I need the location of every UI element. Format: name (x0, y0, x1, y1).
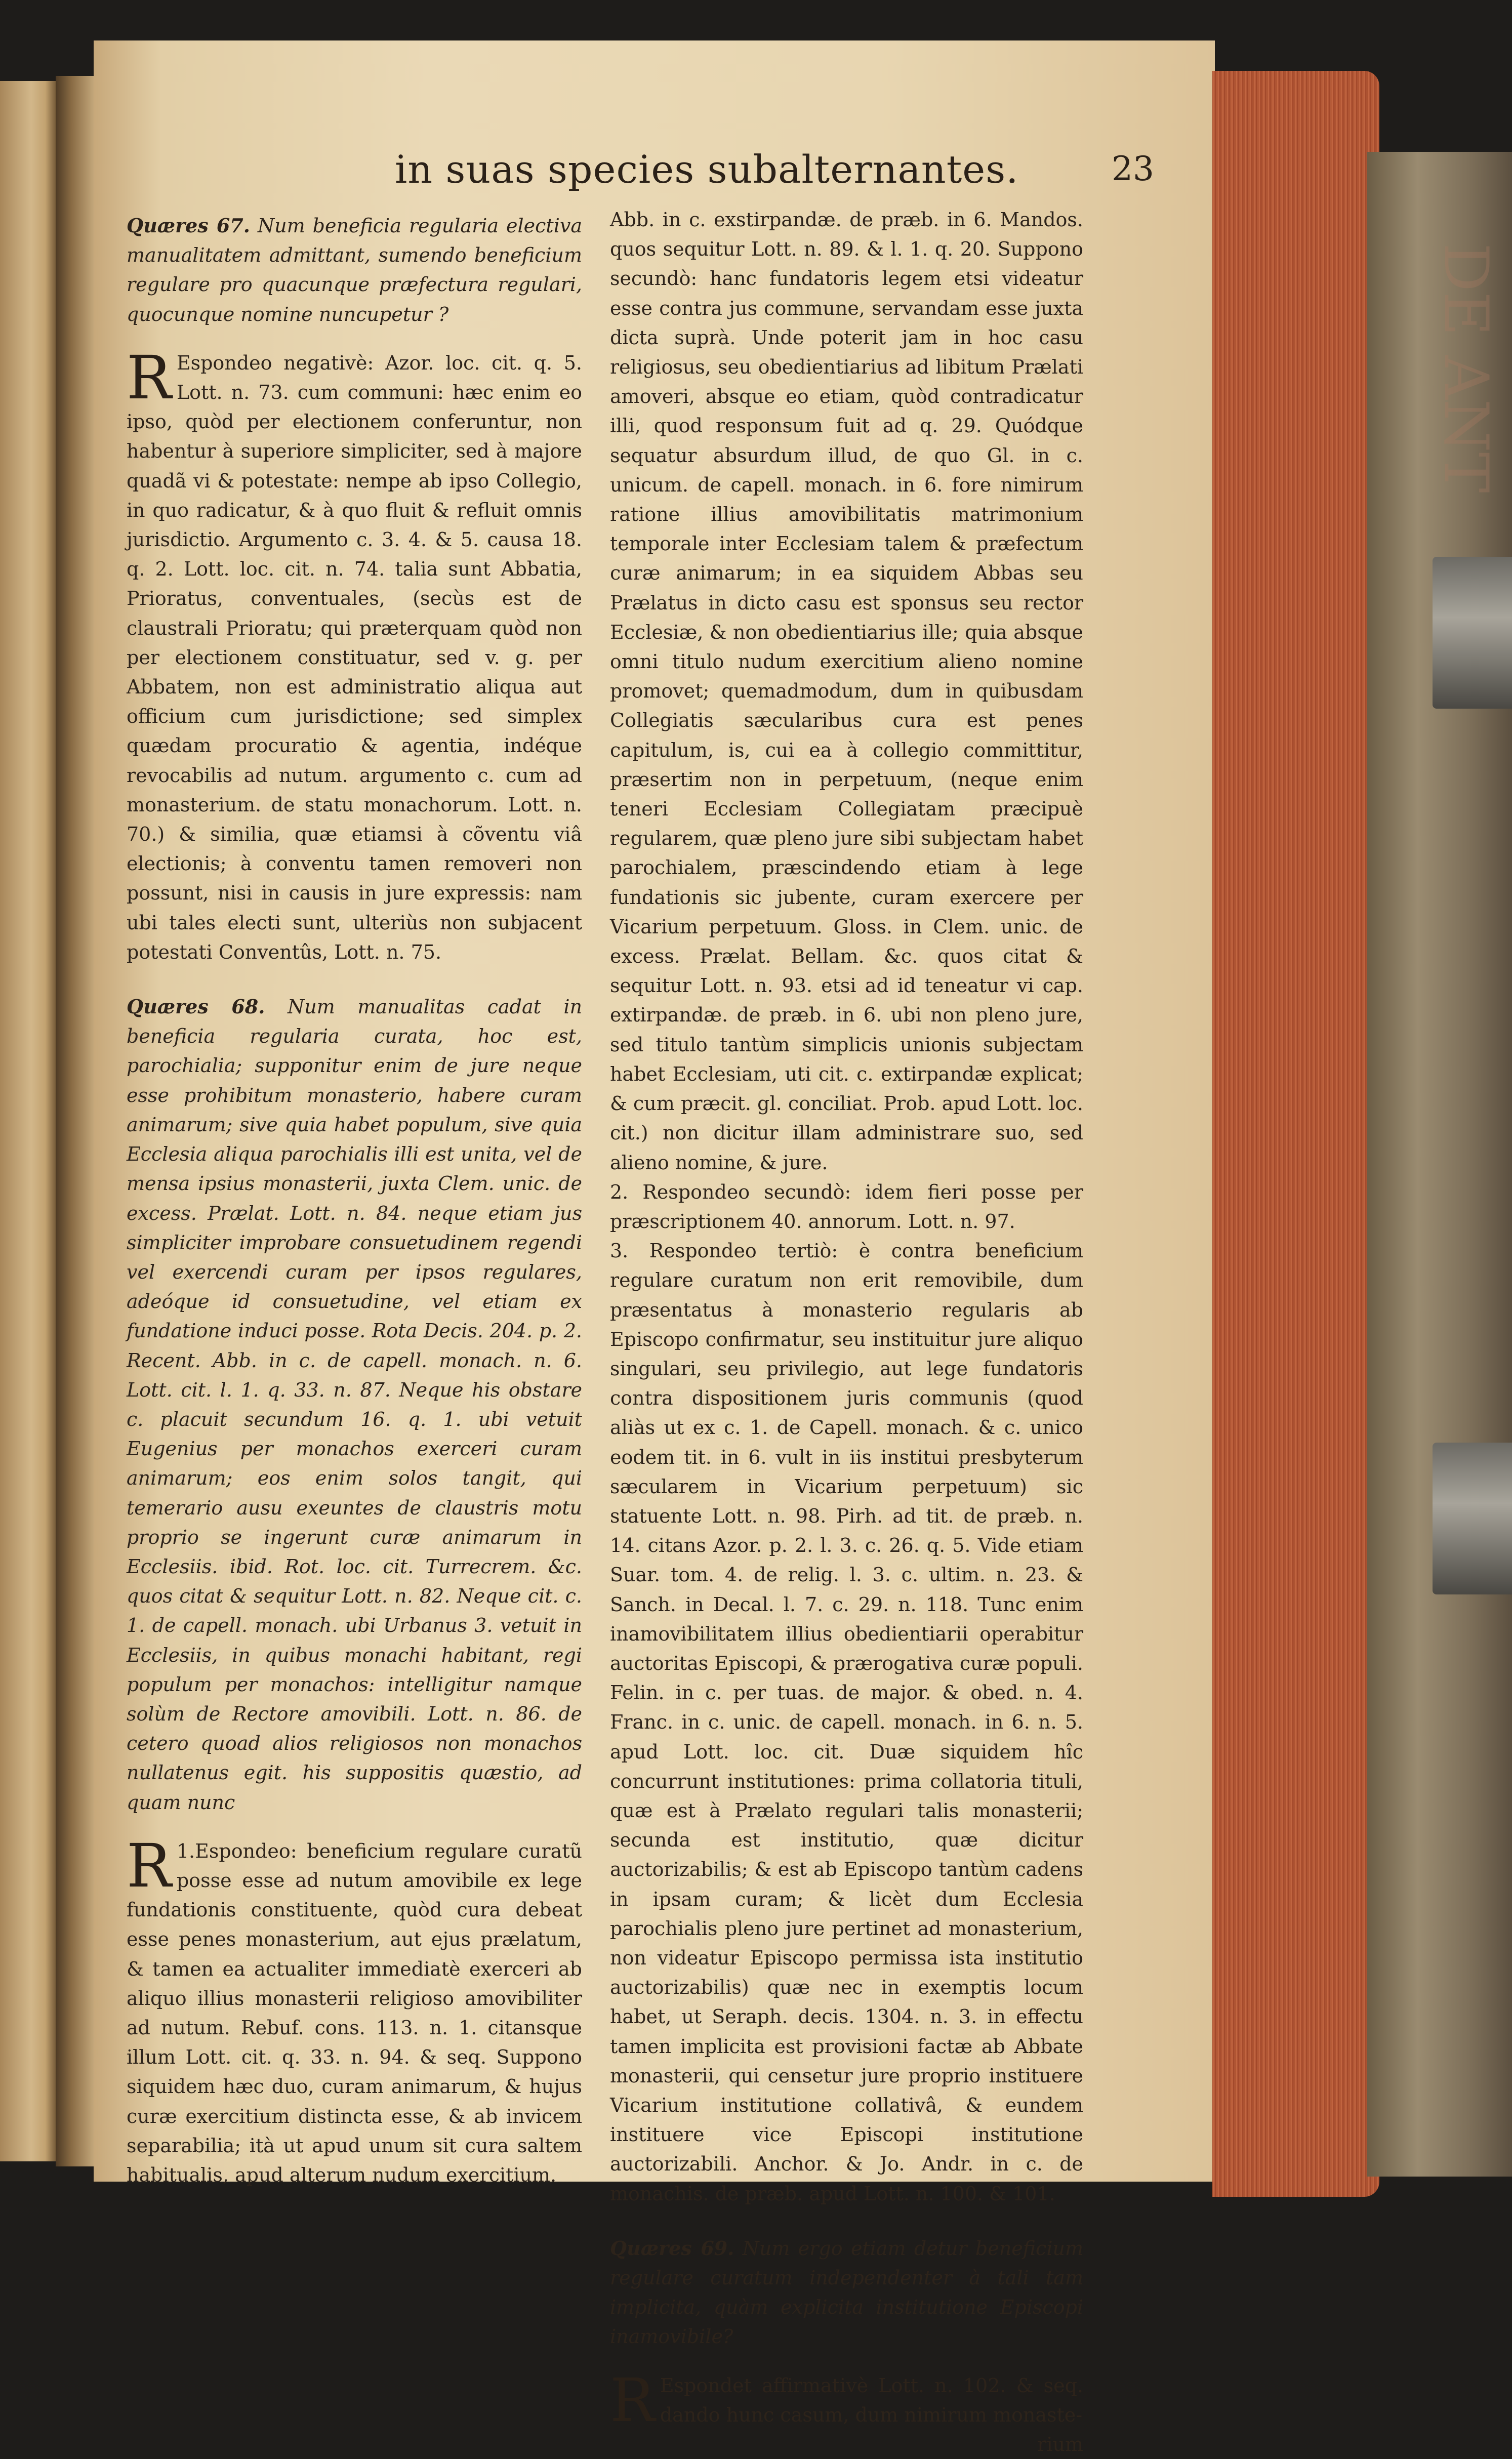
running-title: in suas species subalternantes. (395, 147, 1019, 192)
paragraph-response-2: 2. Respondeo secundò: idem fieri posse per præscriptionem 40. annorum. Lott. n. 97. (610, 1180, 1083, 1233)
catchword: rium (1037, 2433, 1083, 2456)
response-text: Espondeo negativè: Azor. loc. cit. q. 5. Lott. n. 73. cum communi: hæc enim eo ipso, quòd per electionem conferuntur, non habentur à superiore simpliciter, sed à majore quadã vi & potestate: nempe ab ipso Collegio, in quo radicatur, & à quo fluit & refluit omnis jurisdictio. Argumento c. 3. 4. & 5. causa 18. q. 2. Lott. loc. cit. n. 74. talia sunt Abbatia, Prioratus, conventuales, (secùs est de claustrali Prioratu; qui præterquam quòd non per electionem constituatur, sed v. g. per Abbatem, non est administratio aliqua aut officium cum jurisdictione; sed simplex quædam procuratio & agentia, indéque revocabilis ad nutum. argumento c. cum ad monasterium. de statu monachorum. Lott. n. 70.) & similia, quæ etiamsi à cõventu viâ electionis; à conventu tamen removeri non possunt, nisi in causis in jure expressis: nam ubi tales electi sunt, ulteriùs non subjacent potestati Conventûs, Lott. n. 75. (127, 351, 582, 963)
response-67 (127, 342, 582, 967)
question-67 (127, 211, 582, 329)
question-68 (127, 992, 582, 1817)
right-column (610, 205, 1083, 2459)
drop-cap: R (127, 342, 172, 413)
response-69 (610, 2365, 1083, 2435)
drop-cap: R (127, 1830, 172, 1901)
page-number: 23 (1112, 149, 1154, 188)
question-label: Quæres 67. (127, 214, 250, 237)
spine-lettering: DE ANT (1431, 243, 1501, 493)
response-number: 1. (176, 1839, 195, 1862)
page-header (344, 147, 1154, 202)
question-text: Num ergo etiam detur beneficium regulare curatum independenter à tali tam implicita, quàm explicita institutione Episcopi inamovibile? (610, 2237, 1083, 2348)
question-text: Num beneficia regularia electiva manualitatem admittant, sumendo beneficium regulare pro quacunque præfectura regulari, quocunque nomine nuncupetur ? (127, 215, 582, 325)
question-69 (610, 2234, 1083, 2352)
response-68 (127, 1830, 582, 2190)
question-label: Quæres 68. (127, 995, 265, 1018)
page-fore-edge (1212, 71, 1379, 2197)
response-text: Espondeo: beneficium regulare curatũ posse esse ad nutum amovibile ex lege fundationis constituente, quòd cura debeat esse penes monasterium, aut ejus prælatum, & tamen ea actualiter immediatè exerceri ab aliquo illius monasterii religioso amovibiliter ad nutum. Rebuf. cons. 113. n. 1. citansque illum Lott. cit. q. 33. n. 94. & seq. Suppono siquidem hæc duo, curam animarum, & hujus curæ exercitium distincta esse, & ab invicem separabilia; ità ut apud unum sit cura saltem habitualis, apud alterum nudum exercitium. (127, 1839, 582, 2186)
paragraph-response-3: 3. Respondeo tertiò: è contra beneficium regulare curatum non erit removibile, dum præsentatus à monasterio regularis ab Episcopo confirmatur, seu instituitur jure aliquo singulari, seu privilegio, aut lege fundatoris contra dispositionem juris communis (quod aliàs ut ex c. 1. de Capell. monach. & c. unico eodem tit. in 6. vult in iis institui presbyterum sæcularem in Vicarium perpetuum) sic statuente Lott. n. 98. Pirh. ad tit. de præb. n. 14. citans Azor. p. 2. l. 3. c. 26. q. 5. Vide etiam Suar. tom. 4. de relig. l. 3. c. ultim. n. 23. & Sanch. in Decal. l. 7. c. 29. n. 118. Tunc enim inamovibilitatem illius obedientiarii operabitur auctoritas Episcopi, & prærogativa curæ populi. Felin. in c. per tuas. de major. & obed. n. 4. Franc. in c. unic. de capell. monach. in 6. n. 5. apud Lott. loc. cit. Duæ siquidem hîc concurrunt institutiones: prima collatoria tituli, quæ est à Prælato regulari talis monasterii; secunda est institutio, quæ dicitur auctorizabilis; & est ab Episcopo tantùm cadens in ipsam curam; & licèt dum Ecclesia parochialis pleno jure pertinet ad monasterium, non videatur Episcopo permissa ista institutio auctorizabilis) quæ nec in exemptis locum habet, ut Seraph. decis. 1304. n. 3. in effectu tamen implicita est provisioni factæ ab Abbate monasterii, qui censetur jure proprio instituere Vicarium institutione collativâ, & eundem instituere vice Episcopi institutione auctorizabili. Anchor. & Jo. Andr. in c. de monachis. de præb. apud Lott. n. 100. & 101. (610, 1240, 1083, 2205)
left-column (127, 205, 582, 2190)
metal-clasp-bottom (1433, 1443, 1512, 1594)
paragraph-continued: Abb. in c. exstirpandæ. de præb. in 6. Mandos. quos sequitur Lott. n. 89. & l. 1. q. 20. Suppono secundò: hanc fundatoris legem etsi videatur esse contra jus commune, servandam esse juxta dicta suprà. Unde poterit jam in hoc casu religiosus, seu obedientiarius ad libitum Prælati amoveri, absque eo etiam, quòd contradicatur illi, quod responsum fuit ad q. 29. Quódque sequatur absurdum illud, de quo Gl. in c. unicum. de capell. monach. in 6. fore nimirum ratione illius amovibilitatis matrimonium temporale inter Ecclesiam talem & præfectum curæ animarum; in ea siquidem Abbas seu Prælatus in dicto casu est sponsus seu rector Ecclesiæ, & non obedientiarius ille; quia absque omni titulo nudum exercitium alieno nomine promovet; quemadmodum, dum in quibusdam Collegiatis sæcularibus cura est penes capitulum, is, cui ea à collegio committitur, præsertim non in perpetuum, (neque enim teneri Ecclesiam Collegiatam præcipuè regularem, quæ pleno jure sibi subjectam habet parochialem, præscindendo etiam à lege fundationis sic jubente, curam exercere per Vicarium perpetuum. Gloss. in Clem. unic. de excess. Prælat. Bellam. &c. quos citat & sequitur Lott. n. 93. etsi ad id teneatur vi cap. extirpandæ. de præb. in 6. ubi non pleno jure, sed titulo tantùm simplicis unionis subjectam habet Ecclesiam, uti cit. c. extirpandæ explicat; & cum præcit. gl. conciliat. Prob. apud Lott. loc. cit.) non dicitur illam administrare suo, sed alieno nomine, & jure. (610, 209, 1083, 1174)
response-text: Espondet affirmativè Lott. n. 102. & seq. dando hunc casum, dum nimirum monaste- (660, 2374, 1083, 2426)
drop-cap: R (610, 2365, 655, 2435)
question-text: Num manualitas cadat in beneficia regularia curata, hoc est, parochialia; supponitur enim de jure neque esse prohibitum monasterio, habere curam animarum; sive quia habet populum, sive quia Ecclesia aliqua parochialis illi est unita, vel de mensa ipsius monasterii, juxta Clem. unic. de excess. Prælat. Lott. n. 84. neque etiam jus simpliciter improbare consuetudinem regendi vel exercendi curam per ipsos regulares, adeóque id consuetudine, vel etiam ex fundatione induci posse. Rota Decis. 204. p. 2. Recent. Abb. in c. de capell. monach. n. 6. Lott. cit. l. 1. q. 33. n. 87. Neque his obstare c. placuit secundum 16. q. 1. ubi vetuit Eugenius per monachos exerceri curam animarum; eos enim solos tangit, qui temerario ausu exeuntes de claustris motu proprio se ingerunt curæ animarum in Ecclesiis. ibid. Rot. loc. cit. Turrecrem. &c. quos citat & sequitur Lott. n. 82. Neque cit. c. 1. de capell. monach. ubi Urbanus 3. vetuit in Ecclesiis, in quibus monachi habitant, regi populum per monachos: intelligitur namque solùm de Rectore amovibili. Lott. n. 86. de cetero quoad alios religiosos non monachos nullatenus egit. his suppositis quæstio, ad quam nunc (127, 996, 582, 1814)
left-page-edge (0, 81, 57, 2161)
book-gutter (56, 76, 96, 2166)
metal-clasp-top (1433, 557, 1512, 709)
question-label: Quæres 69. (610, 2236, 734, 2260)
